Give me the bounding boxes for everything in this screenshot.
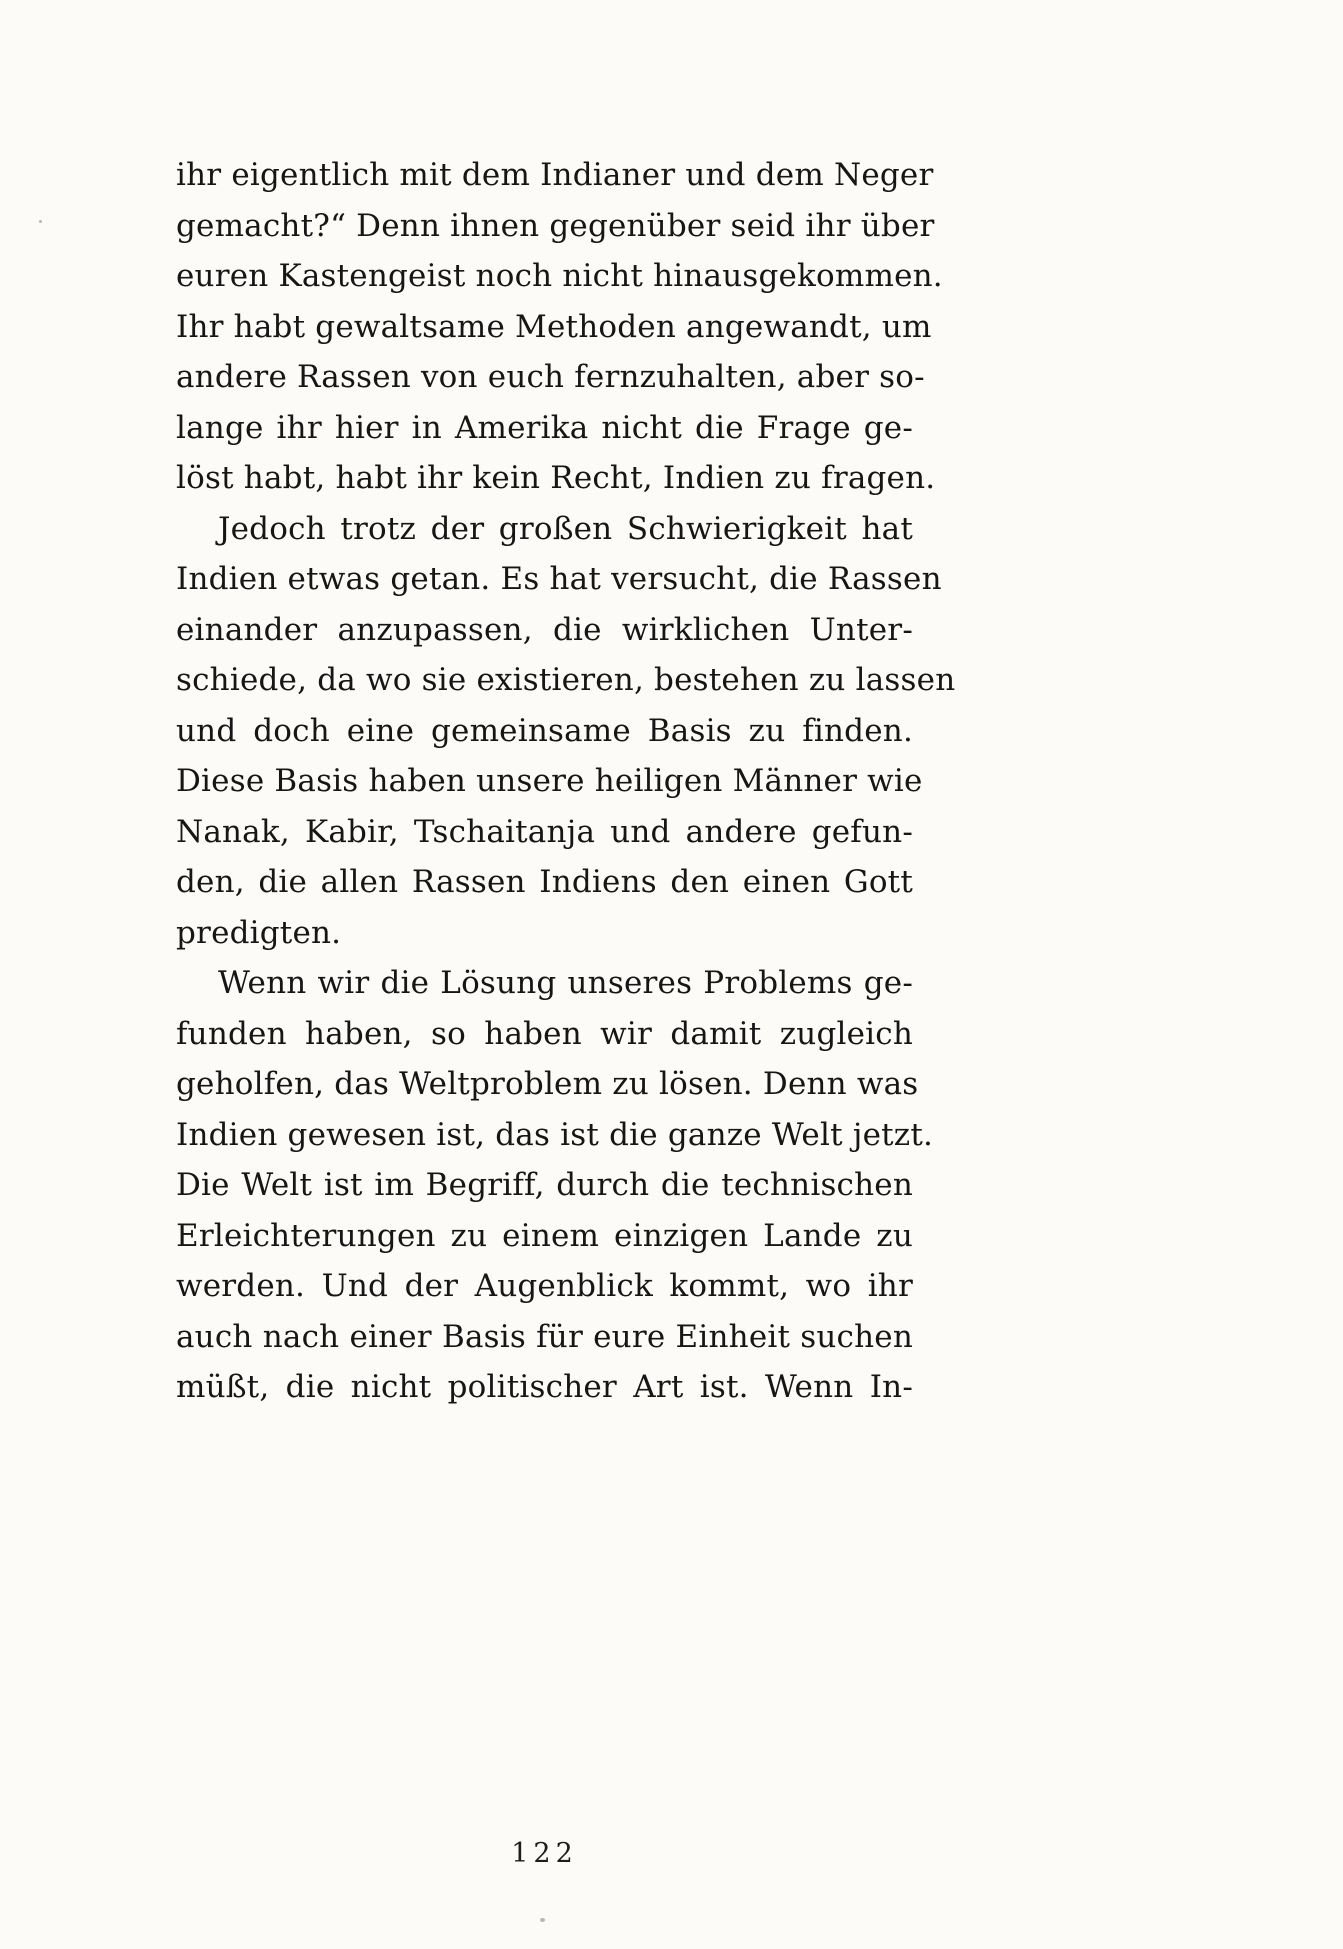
text-line: geholfen, das Weltproblem zu lösen. Denn was [176, 1066, 919, 1102]
text-line: Wenn wir die Lösung unseres Problems ge- [218, 965, 913, 1001]
text-line: ihr eigentlich mit dem Indianer und dem Neger [176, 157, 934, 193]
text-line: Indien etwas getan. Es hat versucht, die Rassen [176, 561, 942, 597]
text-line: predigten. [176, 914, 342, 951]
text-line: gemacht?“ Denn ihnen gegenüber seid ihr über [176, 207, 935, 244]
page-number: 122 [511, 1838, 578, 1869]
text-line: Ihr habt gewaltsame Methoden angewandt, um [176, 308, 932, 345]
text-block [176, 150, 956, 1413]
text-line: Nanak, Kabir, Tschaitanja und andere gefun- [176, 813, 913, 850]
text-line: auch nach einer Basis für eure Einheit suchen [176, 1318, 913, 1355]
text-line: Diese Basis haben unsere heiligen Männer wie [176, 763, 923, 799]
text-line: andere Rassen von euch fernzuhalten, aber so- [176, 359, 925, 395]
text-line: euren Kastengeist noch nicht hinausgekommen. [176, 258, 943, 294]
scan-speck [540, 1918, 545, 1922]
text-line: müßt, die nicht politischer Art ist. Wenn In- [176, 1369, 913, 1405]
text-line: den, die allen Rassen Indiens den einen Gott [176, 864, 913, 900]
text-line: löst habt, habt ihr kein Recht, Indien zu fragen. [176, 460, 936, 496]
text-line: Die Welt ist im Begriff, durch die technischen [176, 1167, 913, 1203]
text-line: funden haben, so haben wir damit zugleich [176, 1015, 913, 1052]
text-line: Erleichterungen zu einem einzigen Lande zu [176, 1217, 913, 1254]
text-line: lange ihr hier in Amerika nicht die Frage ge- [176, 409, 913, 446]
text-line: und doch eine gemeinsame Basis zu finden. [176, 712, 913, 749]
text-line: einander anzupassen, die wirklichen Unter- [176, 611, 913, 648]
text-line: Jedoch trotz der großen Schwierigkeit hat [218, 510, 913, 547]
text-line: werden. Und der Augenblick kommt, wo ihr [176, 1268, 913, 1304]
text-line: schiede, da wo sie existieren, bestehen zu lassen [176, 662, 956, 698]
text-line: Indien gewesen ist, das ist die ganze Welt jetzt. [176, 1116, 934, 1153]
scan-speck [39, 220, 42, 223]
